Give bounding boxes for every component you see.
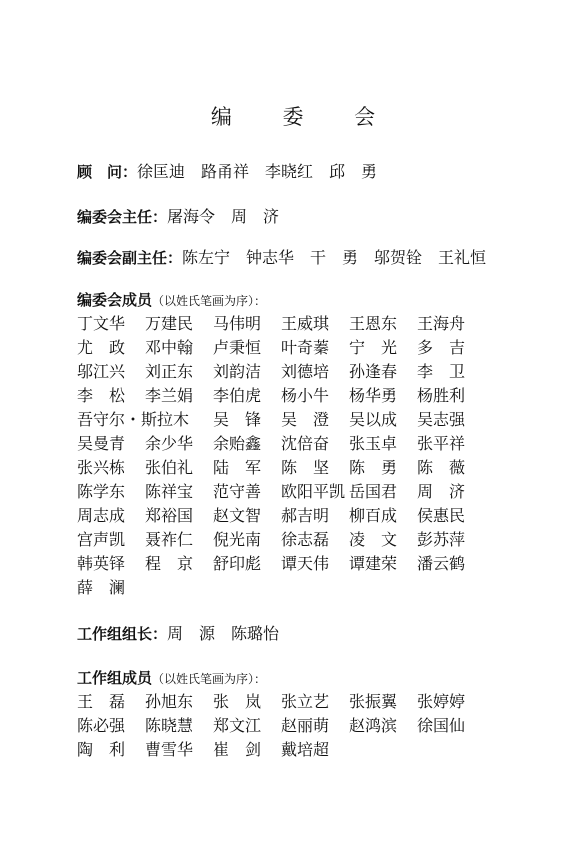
member-name: 刘韵洁 xyxy=(213,362,262,381)
member-name: 尤 政 xyxy=(77,338,126,357)
work-member-row xyxy=(77,716,485,740)
member-name: 李 卫 xyxy=(417,362,466,381)
work-members-note: （以姓氏笔画为序）： xyxy=(152,672,267,686)
work-leaders-label: 工作组组长： xyxy=(77,625,168,643)
member-name: 孙逢春 xyxy=(349,362,398,381)
vice-chair-label: 编委会副主任： xyxy=(77,249,183,267)
member-name: 吴以成 xyxy=(349,410,398,429)
member-name: 吴 澄 xyxy=(281,410,330,429)
member-name: 杨小牛 xyxy=(281,386,330,405)
members-list xyxy=(77,314,485,602)
member-row xyxy=(77,554,485,578)
member-name: 宫声凯 xyxy=(77,530,126,549)
member-name: 范守善 xyxy=(213,482,262,501)
member-name: 马伟明 xyxy=(213,314,262,333)
member-name: 叶奇蓁 xyxy=(281,338,330,357)
advisors-label: 顾 问： xyxy=(77,163,138,181)
work-leaders-names: 周 源 陈璐怡 xyxy=(167,624,280,643)
work-member-name: 郑文江 xyxy=(213,716,262,735)
work-members-list xyxy=(77,692,485,764)
members-label: 编委会成员 xyxy=(77,291,153,309)
member-name: 张平祥 xyxy=(417,434,466,453)
member-name: 李兰娟 xyxy=(145,386,194,405)
chair-names: 屠海令 周 济 xyxy=(167,207,280,226)
member-name: 陆 军 xyxy=(213,458,262,477)
work-member-name: 陶 利 xyxy=(77,740,126,759)
member-name: 王海舟 xyxy=(417,314,466,333)
member-name: 刘德培 xyxy=(281,362,330,381)
member-row xyxy=(77,362,485,386)
members-heading xyxy=(77,290,266,311)
member-name: 彭苏萍 xyxy=(417,530,466,549)
work-member-name: 戴培超 xyxy=(281,740,330,759)
member-name: 张伯礼 xyxy=(145,458,194,477)
member-name: 邬江兴 xyxy=(77,362,126,381)
member-name: 陈 坚 xyxy=(281,458,330,477)
member-name: 张玉卓 xyxy=(349,434,398,453)
member-row xyxy=(77,506,485,530)
member-name: 刘正东 xyxy=(145,362,194,381)
member-name: 倪光南 xyxy=(213,530,262,549)
chair-label: 编委会主任： xyxy=(77,208,168,226)
member-row xyxy=(77,578,485,602)
work-member-name: 曹雪华 xyxy=(145,740,194,759)
member-name: 王威琪 xyxy=(281,314,330,333)
member-name: 王恩东 xyxy=(349,314,398,333)
member-name: 谭建荣 xyxy=(349,554,398,573)
member-name: 岳国君 xyxy=(349,482,398,501)
member-name: 吾守尔・斯拉木 xyxy=(77,410,190,429)
member-name: 舒印彪 xyxy=(213,554,262,573)
work-members-heading xyxy=(77,668,266,689)
work-member-row xyxy=(77,692,485,716)
member-name: 吴曼青 xyxy=(77,434,126,453)
member-name: 郑裕国 xyxy=(145,506,194,525)
member-name: 徐志磊 xyxy=(281,530,330,549)
work-member-name: 赵丽萌 xyxy=(281,716,330,735)
member-name: 凌 文 xyxy=(349,530,398,549)
chair-line xyxy=(77,207,279,227)
work-member-name: 张振翼 xyxy=(349,692,398,711)
page-title: 编 委 会 xyxy=(210,105,398,129)
member-name: 谭天伟 xyxy=(281,554,330,573)
work-leaders-line xyxy=(77,624,279,644)
member-name: 李伯虎 xyxy=(213,386,262,405)
member-name: 柳百成 xyxy=(349,506,398,525)
members-note: （以姓氏笔画为序）： xyxy=(152,294,267,308)
advisors-line xyxy=(77,162,377,182)
member-name: 吴 锋 xyxy=(213,410,262,429)
work-member-name: 张 岚 xyxy=(213,692,262,711)
advisors-names: 徐匡迪 路甬祥 李晓红 邱 勇 xyxy=(137,162,378,181)
member-name: 丁文华 xyxy=(77,314,126,333)
member-name: 万建民 xyxy=(145,314,194,333)
work-member-name: 赵鸿滨 xyxy=(349,716,398,735)
member-name: 张兴栋 xyxy=(77,458,126,477)
member-name: 陈学东 xyxy=(77,482,126,501)
member-name: 卢秉恒 xyxy=(213,338,262,357)
member-name: 周 济 xyxy=(417,482,466,501)
member-name: 聂祚仁 xyxy=(145,530,194,549)
work-member-row xyxy=(77,740,485,764)
member-name: 薛 澜 xyxy=(77,578,126,597)
member-name: 陈祥宝 xyxy=(145,482,194,501)
work-member-name: 孙旭东 xyxy=(145,692,194,711)
member-row xyxy=(77,458,485,482)
work-member-name: 徐国仙 xyxy=(417,716,466,735)
member-row xyxy=(77,434,485,458)
member-name: 郝吉明 xyxy=(281,506,330,525)
member-name: 宁 光 xyxy=(349,338,398,357)
work-members-label: 工作组成员 xyxy=(77,669,153,687)
member-name: 吴志强 xyxy=(417,410,466,429)
member-name: 陈 薇 xyxy=(417,458,466,477)
member-name: 余贻鑫 xyxy=(213,434,262,453)
work-member-name: 王 磊 xyxy=(77,692,126,711)
work-member-name: 陈必强 xyxy=(77,716,126,735)
member-name: 杨胜利 xyxy=(417,386,466,405)
member-name: 陈 勇 xyxy=(349,458,398,477)
member-name: 欧阳平凯 xyxy=(281,482,346,501)
member-row xyxy=(77,338,485,362)
work-member-name: 陈晓慧 xyxy=(145,716,194,735)
work-member-name: 崔 剑 xyxy=(213,740,262,759)
member-name: 周志成 xyxy=(77,506,126,525)
member-name: 杨华勇 xyxy=(349,386,398,405)
member-name: 李 松 xyxy=(77,386,126,405)
member-name: 沈倍奋 xyxy=(281,434,330,453)
member-row xyxy=(77,314,485,338)
work-member-name: 张立艺 xyxy=(281,692,330,711)
vice-chair-names: 陈左宁 钟志华 干 勇 邬贺铨 王礼恒 xyxy=(182,248,487,267)
member-name: 多 吉 xyxy=(417,338,466,357)
member-name: 赵文智 xyxy=(213,506,262,525)
member-row xyxy=(77,530,485,554)
member-name: 邓中翰 xyxy=(145,338,194,357)
member-name: 余少华 xyxy=(145,434,194,453)
vice-chair-line xyxy=(77,248,486,268)
member-name: 程 京 xyxy=(145,554,194,573)
member-row xyxy=(77,386,485,410)
member-row xyxy=(77,410,485,434)
member-row xyxy=(77,482,485,506)
member-name: 侯惠民 xyxy=(417,506,466,525)
member-name: 韩英铎 xyxy=(77,554,126,573)
member-name: 潘云鹤 xyxy=(417,554,466,573)
work-member-name: 张婷婷 xyxy=(417,692,466,711)
